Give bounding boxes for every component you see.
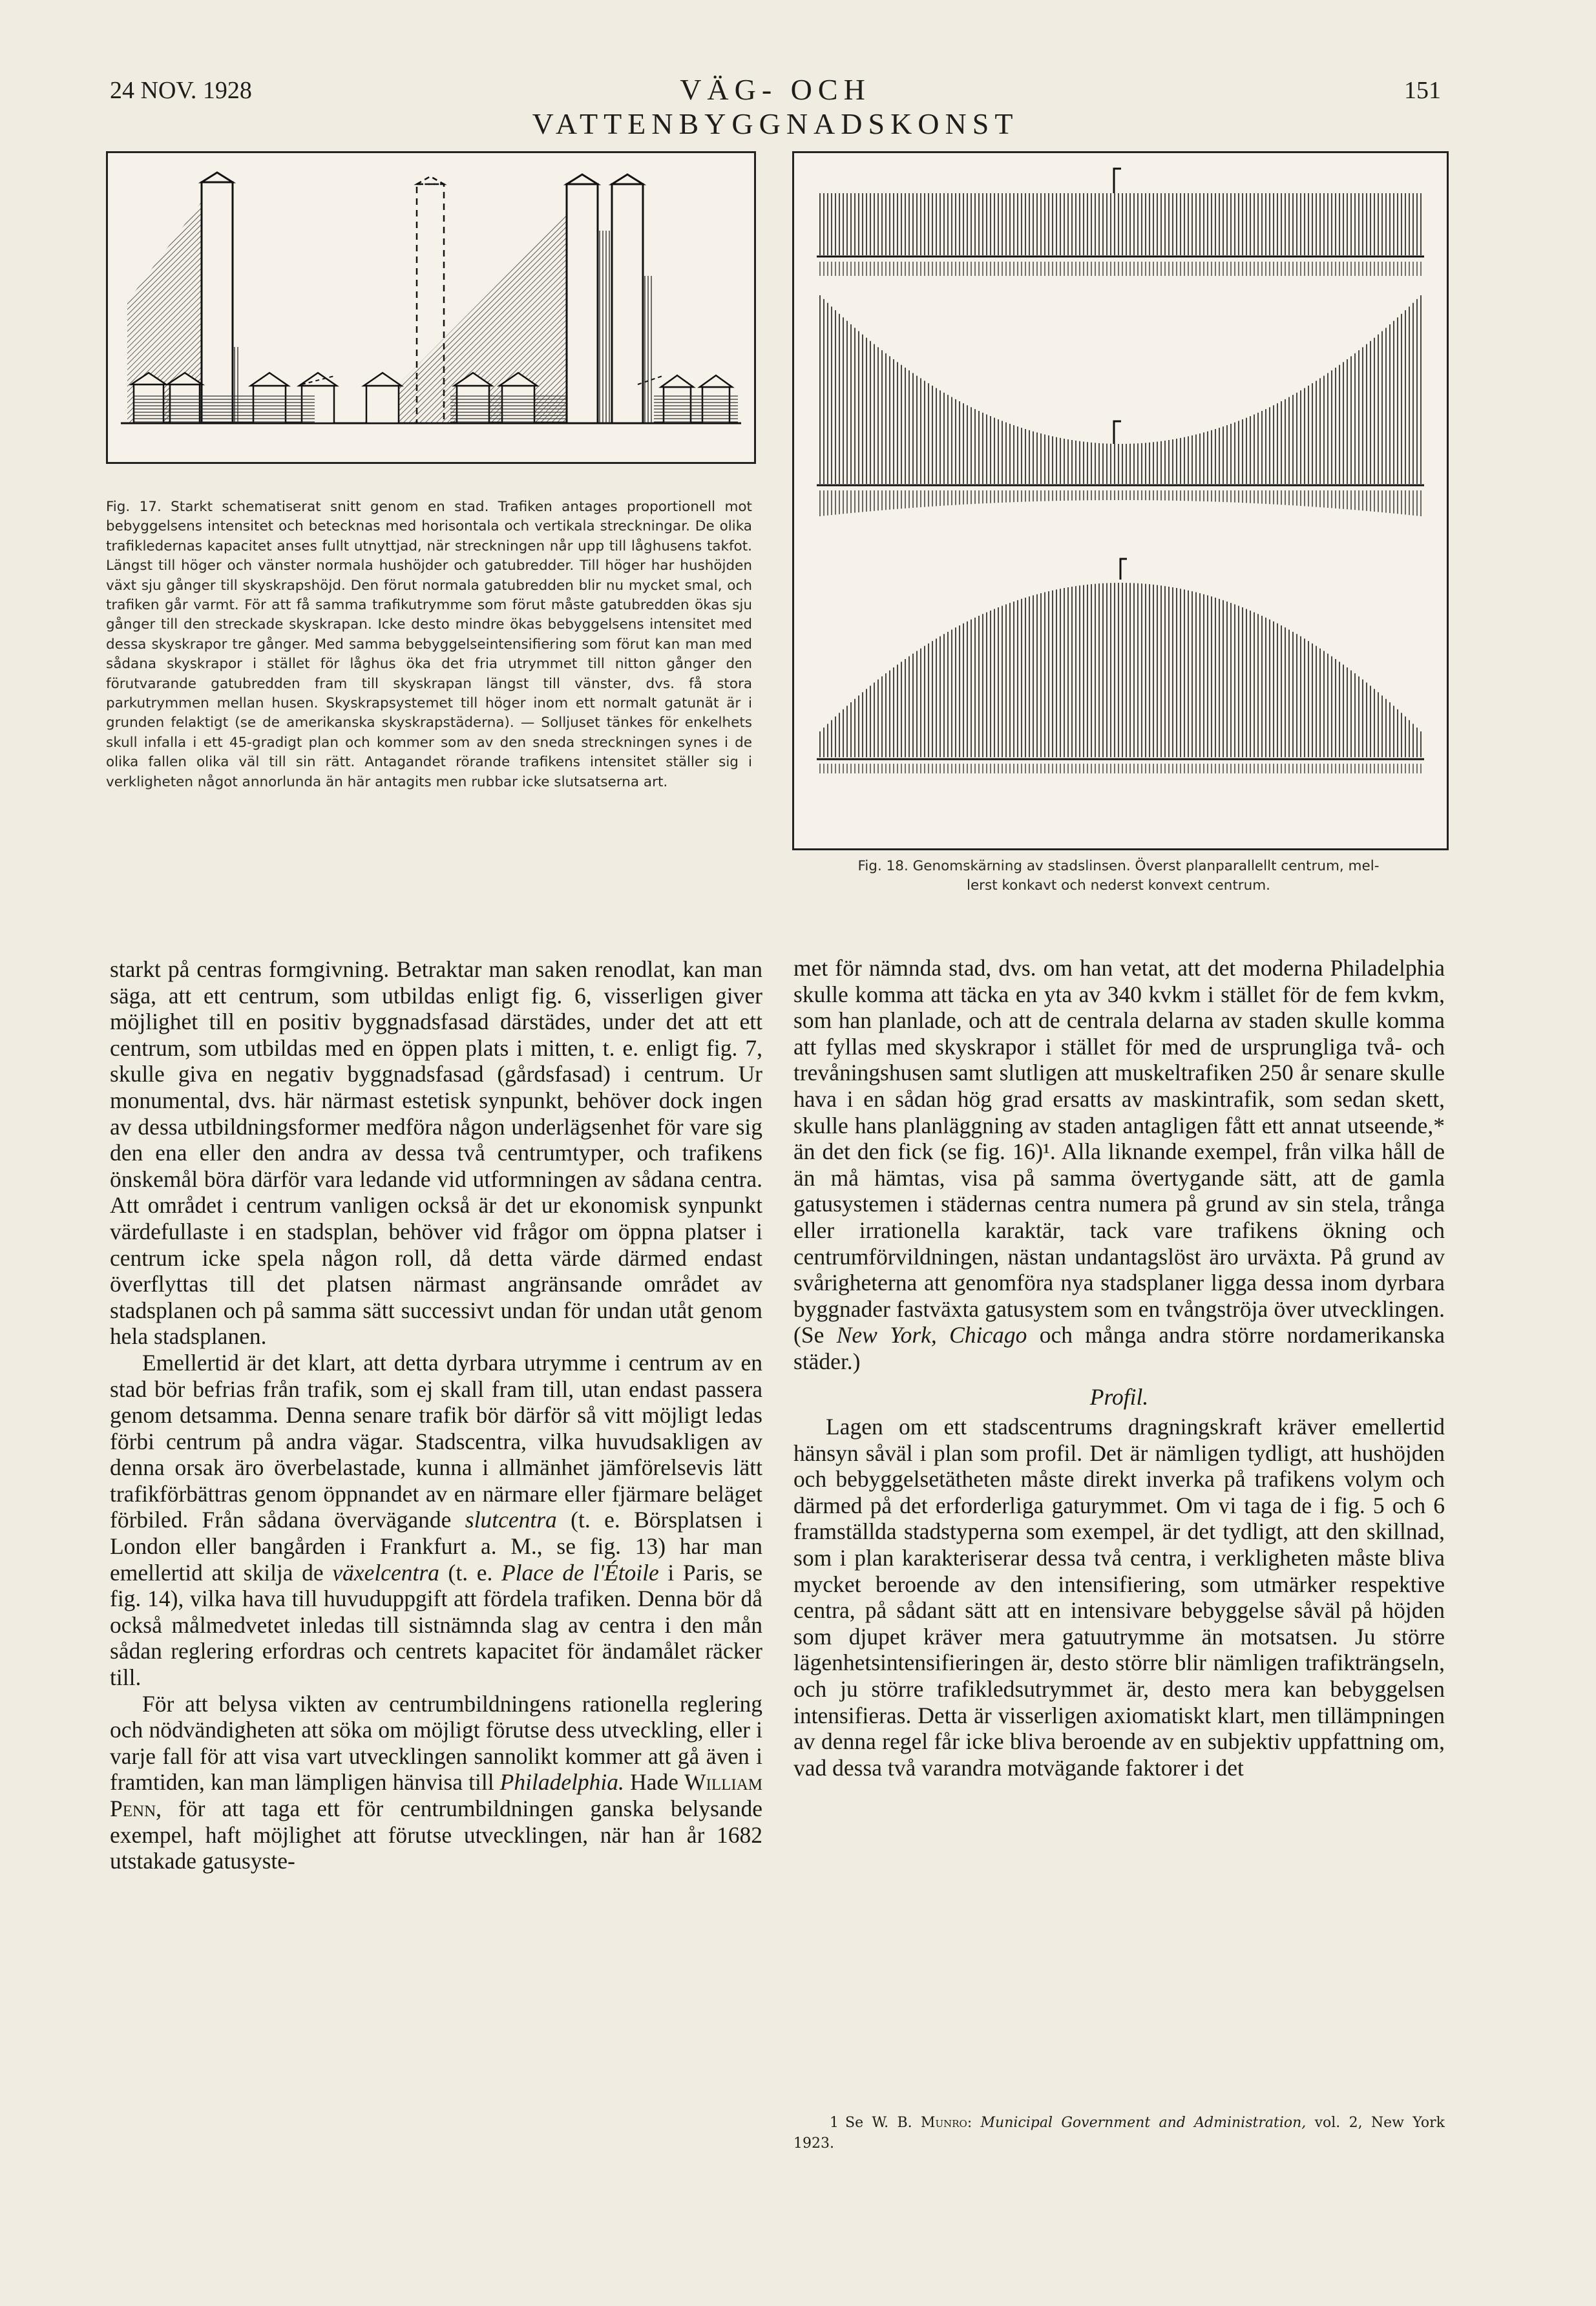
journal-title: VÄG- OCH VATTENBYGGNADSKONST — [532, 73, 1019, 140]
paragraph — [793, 955, 1445, 1375]
paragraph: Lagen om ett stadscentrums dragningskraft kräver emellertid hänsyn såväl i plan som profil. Det är nämligen tydligt, att hushöjden och bebyggelsetätheten måste direkt inverka på trafikens volym och därmed på det erforderliga gaturymmet. Om vi taga de i fig. 5 och 6 framställda stadstyperna som exempel, är det tydligt, att den skillnad, som i plan karakteriserar dessa två centra, i verkligheten måste bliva mycket beroende av den intensifiering, som utmärker respektive centra, på sådant sätt att en intensivare bebyggelse såväl på höjden som djupet kräver mera gatuutrymme än motsatsen. Ju större lägenhetsintensifieringen är, desto större blir nämligen trafikträngseln, och ju större trafikledsutrymmet är, desto mera kan bebyggelsen intensifieras. Detta är visserligen axiomatiskt klart, men tillämpningen av denna regel får icke bliva beroende av en subjektiv uppfattning om, vad dessa två varandra motvägande faktorer i det — [793, 1414, 1445, 1781]
term-slutcentra: slutcentra — [465, 1507, 557, 1533]
right-column — [793, 955, 1445, 1781]
text-run: Emellertid är det klart, att detta dyrbara utrymme i centrum av en stad bör befrias från trafik, som ej skall fram till, utan endast passera genom detsamma. Denna senare trafik bör därför så vitt möjligt ledas förbi centrum på andra vägar. Stadscentra, vilka huvudsakligen av denna orsak äro överbelastade, kunna i allmänhet jämförelsevis lätt trafikförbättras genom öppnandet av en närmare eller fjärmare beläget förbiled. Från sådana övervägande — [110, 1349, 762, 1533]
figure-18-city-lens-sections — [792, 151, 1449, 850]
place-name: Place de l'Étoile — [501, 1559, 659, 1586]
figure-18-caption-line1: Fig. 18. Genomskärning av stadslinsen. Överst planparallellt centrum, mel- — [857, 858, 1380, 874]
person-name: William Penn — [110, 1769, 763, 1821]
text-run: och många andra större nordamerikanska städer.) — [793, 1322, 1445, 1374]
text-run: Se W. B. — [845, 2115, 921, 2131]
planar-centre-section — [817, 193, 1424, 276]
text-run: , för att taga ett för centrumbildningen ganska belysande exempel, haft möjlighet att förutse utvecklingen, när han år 1682 utstakade gatusyste- — [110, 1796, 762, 1874]
running-header — [110, 73, 1441, 140]
text-run: : — [967, 2115, 981, 2131]
page-number: 151 — [1404, 77, 1441, 104]
text-run: i Paris, se fig. 14), vilka hava till huvuduppgift att fördela trafiken. Denna bör då också målmedvetet inledas till sistnämnda slag av centra i den mån sådan reglering erfordras och centrets kapacitet för ändamålet räcker till. — [110, 1559, 762, 1691]
text-run: met för nämnda stad, dvs. om han vetat, att det moderna Philadelphia skulle komma att täcka en yta av 340 kvkm i stället för de fem kvkm, som han planlade, och att de centrala delarna av staden skulle komma att fyllas med skyskrapor i stället för med de ursprungliga två- och trevåningshusen samt slutligen att muskeltrafiken 250 år senare skulle hava i en sådan hög grad ersatts av maskintrafik, som sedan skett, skulle hans planläggning av staden antagligen fått ett annat utseende,* än det den fick (se fig. 16)¹. Alla liknande exempel, från vilka håll de än må hämtas, visa på samma övertygande sätt, att de gamla gatusystemen i städernas centra numera på grund av sin stela, trånga eller irrationella karaktär, tack vare trafikens ökning och centrumförvildningen, nästan undantagslöst äro urväxta. På grund av svårigheterna att genomföra nya stadsplaner ligga dessa inom dyrbara byggnader fastväxta gatusystem som en tvångströja över utvecklingen. (Se — [793, 955, 1445, 1348]
figure-18-caption-line2: lerst konkavt och nederst konvext centrum. — [966, 877, 1271, 894]
concave-centre-section — [817, 295, 1424, 516]
text-run: (t. e. Börsplatsen i London eller bangården i Frankfurt a. M., se fig. 13) har man emellertid att skilja de — [110, 1507, 762, 1586]
paragraph — [110, 1350, 762, 1691]
figure-18-drawing — [794, 153, 1447, 848]
text-run: (t. e. — [439, 1559, 501, 1586]
footnote-number: 1 — [830, 2115, 839, 2131]
book-title: Municipal Government and Administration, — [980, 2115, 1307, 2131]
paragraph — [110, 1691, 762, 1874]
figure-17-caption: Fig. 17. Starkt schematiserat snitt genom en stad. Trafiken antages proportionell mot bebyggelsens intensitet och betecknas med horisontala och vertikala streckningar. De olika trafikledernas kapacitet anses fullt utnyttjad, när streckningen når upp till låghusens takfot. Längst till höger och vänster normala hushöjder och gatubredder. Till höger har hushöjden växt sju gånger till skyskrapshöjd. Den förut normala gatubredden blir nu mycket smal, och trafiken går varmt. För att få samma trafikutrymme som förut måste gatubredden ökas sju gånger till den streckade skyskrapan. Icke desto mindre ökas bebyggelsens intensitet med dessa skyskrapor tre gånger. Med samma bebyggelseintensifiering som förut kan man med sådana skyskrapor i stället för låghus öka det fria utrymmet till nitton gånger den förutvarande gatubredden fram till skyskrapan längst till vänster, dvs. få stora parkutrymmen mellan husen. Skyskrapsystemet till höger inom ett normalt gatunät är i grunden felaktigt (se de amerikanska skyskrapstäderna). — Solljuset tänkes för enkelhets skull infalla i ett 45-gradigt plan och kommer som av den sneda streckningen synes i de olika fallen olika väl till sin rätt. Antagandet rörande trafikens intensitet ställer sig i verkligheten något annorlunda än här antagits men rubbar icke slutsatserna art. — [106, 499, 752, 790]
text-run: Hade — [624, 1769, 685, 1796]
author-name: Munro — [920, 2115, 967, 2131]
figure-18-caption — [792, 857, 1445, 896]
flag-marker — [1120, 559, 1127, 580]
figure-17-city-section — [106, 151, 756, 464]
footnote — [793, 2113, 1445, 2154]
convex-centre-section — [817, 583, 1424, 773]
issue-date: 24 NOV. 1928 — [110, 77, 252, 104]
flag-marker — [1114, 421, 1121, 444]
text-run: vol. 2, New York 1923. — [793, 2115, 1445, 2152]
flag-marker — [1114, 169, 1121, 193]
place-names: New York, Chicago — [836, 1322, 1027, 1348]
paragraph: starkt på centras formgivning. Betraktar man saken renodlat, kan man säga, att ett centrum, som utbildas enligt fig. 6, visserligen giver möjlighet till en positiv byggnadsfasad därstädes, under det att ett centrum, som utbildas med en öppen plats i mitten, t. e. enligt fig. 7, skulle giva en negativ byggnadsfasad (gårdsfasad) i centrum. Ur monumental, dvs. här närmast estetisk synpunkt, behöver dock ingen av dessa utbildningsformer medföra någon underlägsenhet för vare sig den ena eller den andra av dessa två centrumtyper, och trafikens önskemål böra därför vara ledande vid utformningen av sådana centra. Att området i centrum vanligen också är det ur ekonomisk synpunkt värdefullaste i en stadsplan, behöver vid frågor om öppna platser i centrum icke spela någon roll, då detta värde därmed endast överflyttas till det platsen närmast angränsande området av stadsplanen och på samma sätt successivt undan för undan utåt genom hela stadsplanen. — [110, 956, 762, 1350]
place-name: Philadelphia. — [499, 1769, 624, 1796]
figure-17-drawing — [108, 153, 754, 462]
left-column — [110, 956, 762, 1874]
text-run: För att belysa vikten av centrumbildningens rationella reglering och nödvändigheten att söka om möjligt förutse dess utveckling, eller i varje fall för att visa vart utvecklingen sannolikt kommer att gå även i framtiden, kan man lämpligen hänvisa till — [110, 1690, 762, 1796]
section-heading: Profil. — [1089, 1383, 1149, 1410]
term-vaxelcentra: växelcentra — [332, 1559, 439, 1586]
